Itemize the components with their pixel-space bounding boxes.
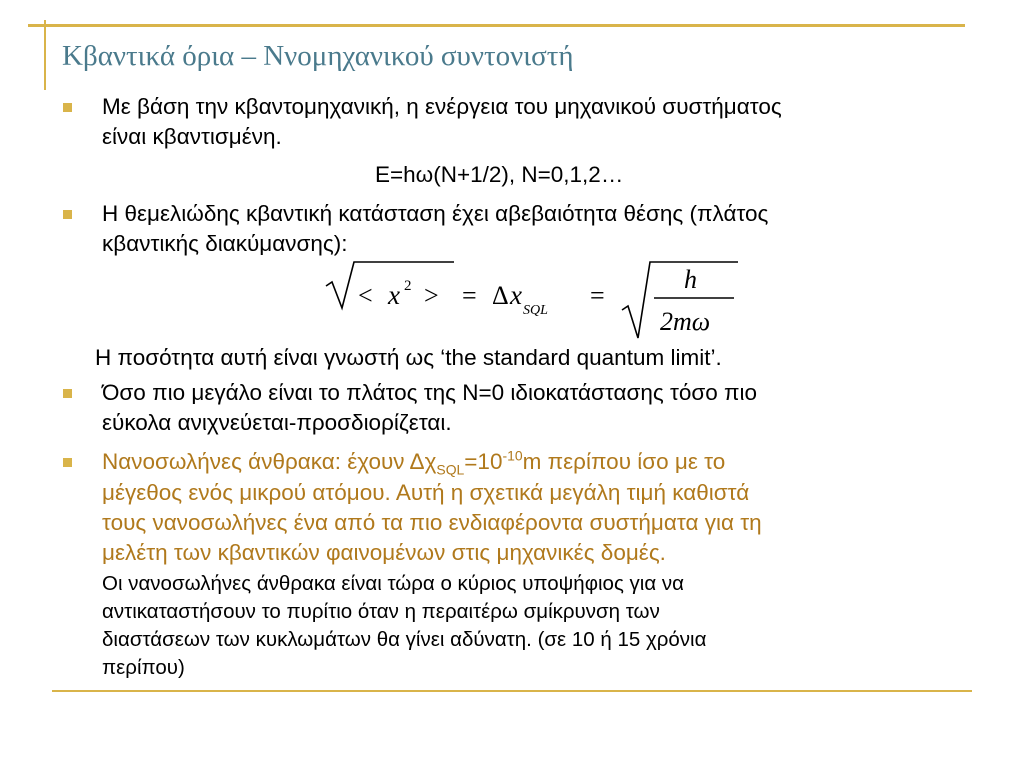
bullet4-line4: μελέτη των κβαντικών φαινομένων στις μηχανικές δομές. bbox=[102, 540, 666, 565]
lhs-var: x bbox=[388, 280, 400, 310]
bullet4-line7: διαστάσεων των κυκλωμάτων θα γίνει αδύνατη. (σε 10 ή 15 χρόνια bbox=[102, 628, 707, 651]
bullet4-line1-part-c: m περίπου ίσο με το bbox=[522, 449, 726, 474]
fraction-numerator: h bbox=[684, 265, 697, 294]
sql-note: Η ποσότητα αυτή είναι γνωστή ως ‘the standard quantum limit’. bbox=[95, 345, 722, 370]
bullet2-line2: κβαντικής διακύμανσης): bbox=[102, 231, 348, 256]
bullet4-line3: τους νανοσωλήνες ένα από τα πιο ενδιαφέροντα συστήματα για τη bbox=[102, 510, 762, 535]
bullet2-line1: Η θεμελιώδης κβαντική κατάσταση έχει αβεβαιότητα θέσης (πλάτος bbox=[102, 201, 769, 226]
delta-symbol: Δ bbox=[492, 281, 509, 310]
slide-title: Κβαντικά όρια – Ννομηχανικού συντονιστή bbox=[62, 40, 574, 72]
bullet-marker bbox=[63, 103, 72, 112]
bullet4-line1 bbox=[102, 447, 725, 477]
bullet4-line5: Οι νανοσωλήνες άνθρακα είναι τώρα ο κύριος υποψήφιος για να bbox=[102, 572, 684, 595]
sql-formula bbox=[324, 258, 744, 342]
bullet4-exponent: -10 bbox=[502, 447, 523, 464]
bullet3-line1: Όσο πιο μεγάλο είναι το πλάτος της Ν=0 ιδιοκατάστασης τόσο πιο bbox=[102, 380, 758, 405]
bottom-rule bbox=[52, 690, 972, 692]
bullet-marker bbox=[63, 458, 72, 467]
bullet4-line8: περίπου) bbox=[102, 656, 185, 679]
bullet1-line1: Με βάση την κβαντομηχανική, η ενέργεια του μηχανικού συστήματος bbox=[102, 94, 782, 119]
lhs-open: < bbox=[358, 281, 373, 310]
bullet3-line2: εύκολα ανιχνεύεται-προσδιορίζεται. bbox=[102, 410, 452, 435]
lhs-exp: 2 bbox=[404, 278, 412, 294]
bullet-marker bbox=[63, 210, 72, 219]
dx-sub: SQL bbox=[523, 303, 548, 318]
bullet4-line2: μέγεθος ενός μικρού ατόμου. Αυτή η σχετικά μεγάλη τιμή καθιστά bbox=[102, 480, 750, 505]
bullet4-line1-part-b: =10 bbox=[464, 449, 503, 474]
dx-var: x bbox=[510, 280, 522, 310]
bullet4-sql-sub: SQL bbox=[436, 461, 465, 478]
bullet1-line2: είναι κβαντισμένη. bbox=[102, 124, 282, 149]
fraction-denominator: 2mω bbox=[660, 307, 711, 336]
bullet-marker bbox=[63, 389, 72, 398]
energy-equation: E=hω(N+1/2), N=0,1,2… bbox=[375, 162, 624, 187]
equals-2: = bbox=[590, 281, 605, 310]
equals-1: = bbox=[462, 281, 477, 310]
bullet4-line1-part-a: Νανοσωλήνες άνθρακα: έχουν Δχ bbox=[102, 449, 437, 474]
lhs-close: > bbox=[424, 281, 439, 310]
bullet4-line6: αντικαταστήσουν το πυρίτιο όταν η περαιτέρω σμίκρυνση των bbox=[102, 600, 660, 623]
